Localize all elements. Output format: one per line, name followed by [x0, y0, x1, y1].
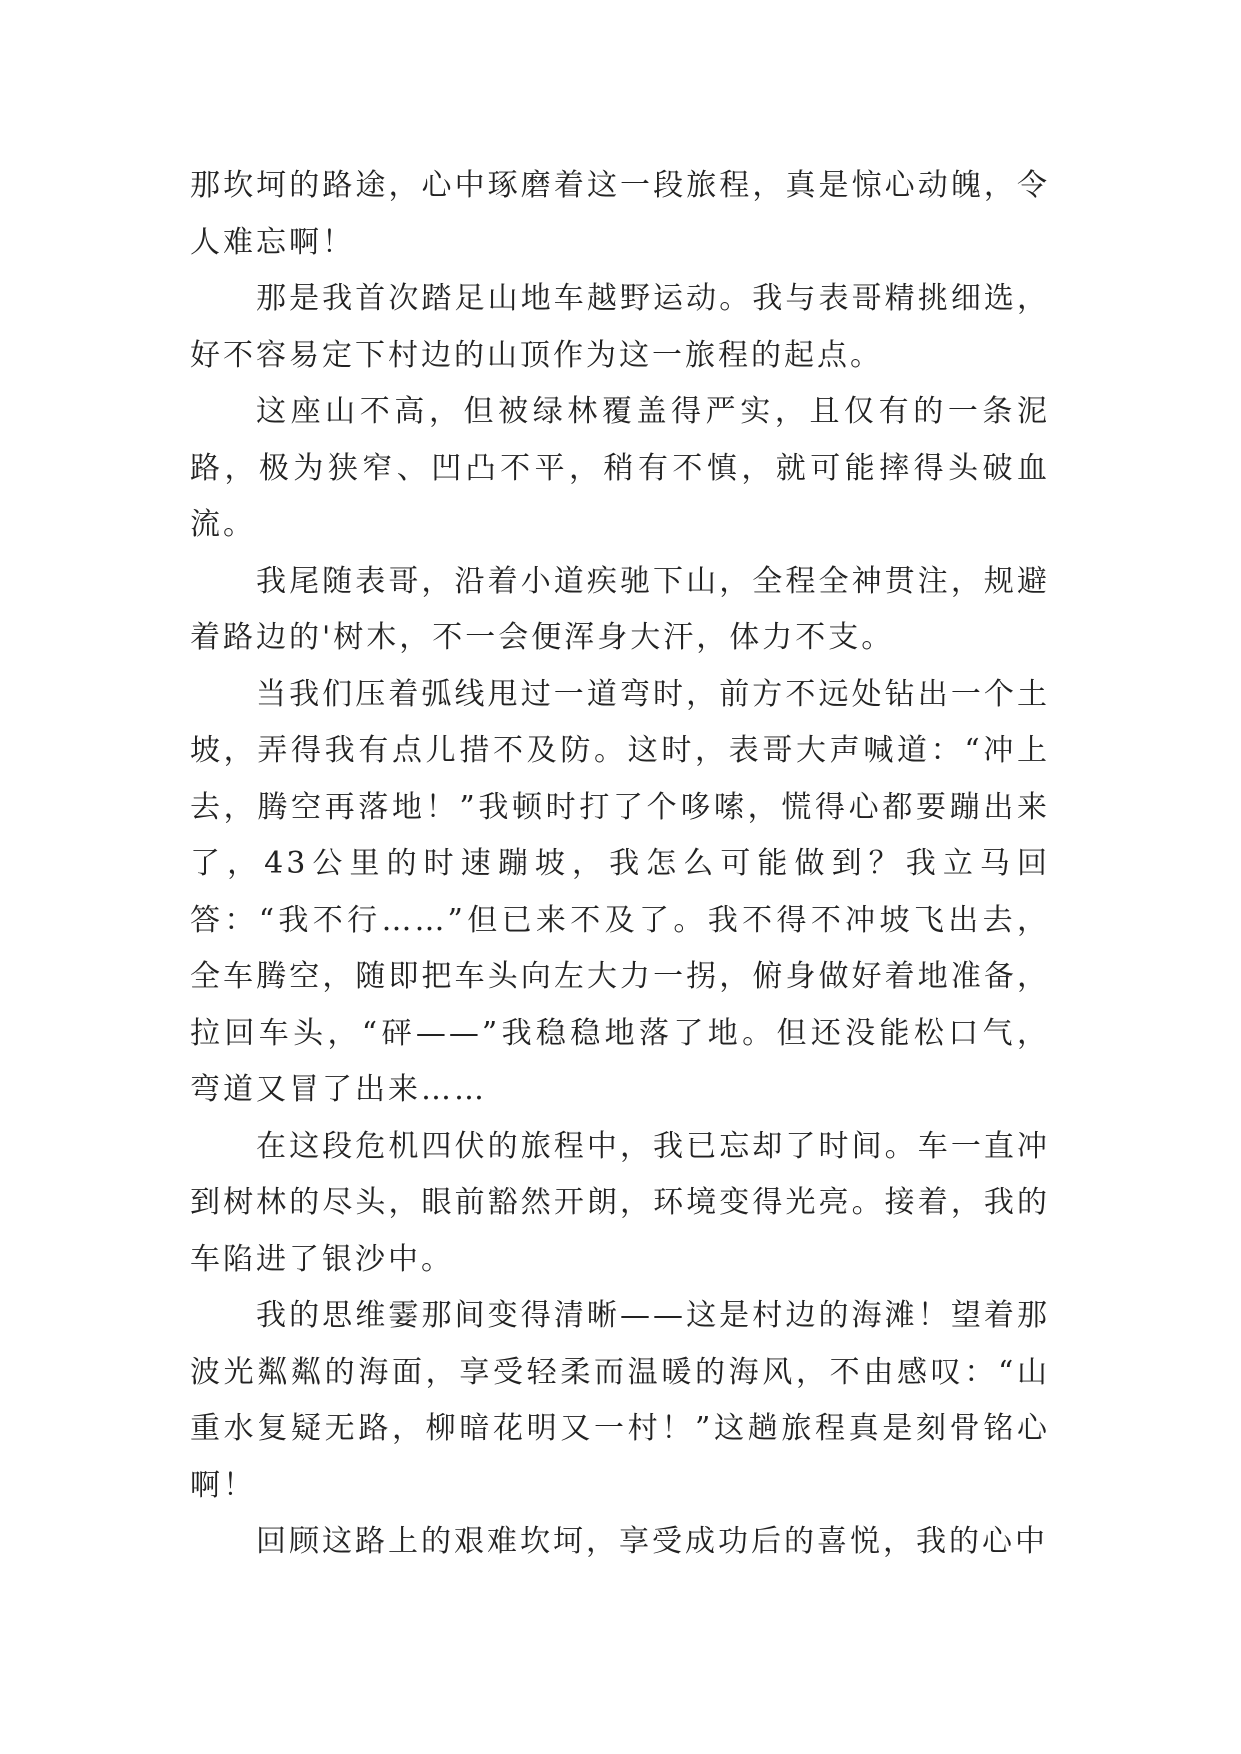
paragraph-jump: 当我们压着弧线甩过一道弯时，前方不远处钻出一个土坡，弄得我有点儿措不及防。这时，表哥大声喊道：“冲上去，腾空再落地！”我顿时打了个哆嗦，慌得心都要蹦出来了，43公里的时速蹦坡，我怎么可能做到？我立马回答：“我不行……”但已来不及了。我不得不冲坡飞出去，全车腾空，随即把车头向左大力一拐，俯身做好着地准备，拉回车头，“砰——”我稳稳地落了地。但还没能松口气，弯道又冒了出来…… [190, 676, 1050, 1107]
paragraph-mountain: 这座山不高，但被绿林覆盖得严实，且仅有的一条泥路，极为狭窄、凹凸不平，稍有不慎，就可能摔得头破血流。 [190, 394, 1050, 542]
paragraph-start: 那是我首次踏足山地车越野运动。我与表哥精挑细选，好不容易定下村边的山顶作为这一旅程的起点。 [190, 281, 1050, 373]
paragraph-continued: 那坎坷的路途，心中琢磨着这一段旅程，真是惊心动魄，令人难忘啊！ [190, 168, 1050, 260]
paragraph-forest-end: 在这段危机四伏的旅程中，我已忘却了时间。车一直冲到树林的尽头，眼前豁然开朗，环境变得光亮。接着，我的车陷进了银沙中。 [190, 1128, 1050, 1277]
paragraph-downhill: 我尾随表哥，沿着小道疾驰下山，全程全神贯注，规避着路边的'树木，不一会便浑身大汗，体力不支。 [190, 563, 1050, 655]
paragraph-reflection: 回顾这路上的艰难坎坷，享受成功后的喜悦，我的心中 [256, 1524, 1048, 1559]
essay-body [190, 158, 1050, 1571]
paragraph-beach: 我的思维霎那间变得清晰——这是村边的海滩！望着那波光粼粼的海面，享受轻柔而温暖的海风，不由感叹：“山重水复疑无路，柳暗花明又一村！”这趟旅程真是刻骨铭心啊！ [190, 1298, 1050, 1503]
